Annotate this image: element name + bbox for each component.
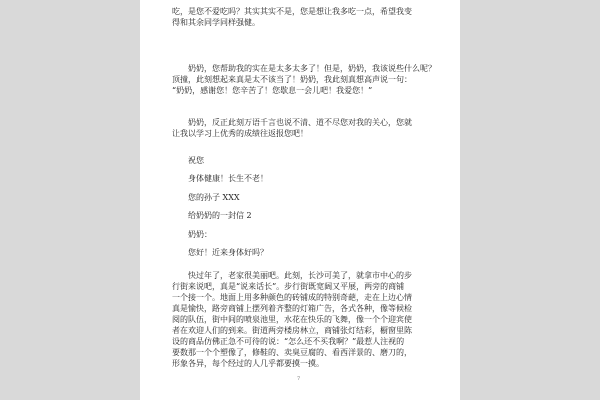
closing-signature — [188, 192, 454, 203]
closing-wish — [188, 173, 454, 184]
paragraph-4-line-6: 者在欢迎人们的到来。街道两旁楼房林立，商铺张灯结彩，橱窗里陈 — [172, 326, 412, 335]
second-letter-opening — [188, 247, 454, 258]
second-letter-title — [188, 210, 454, 221]
paragraph-1-line-2: 得和其余同学同样强健。 — [172, 18, 260, 27]
paragraph-4-line-8: 要数那一个个塑像了，修鞋的、卖臭豆腐的、看西洋景的、磨刀的， — [172, 348, 412, 357]
salutation-text: 祝您 — [188, 156, 204, 165]
wish-text: 身体健康！长生不老！ — [188, 174, 268, 183]
paragraph-4-line-7: 设的商品仿佛正急不可待的说：“怎么还不买我啊？”最惹人注视的 — [172, 337, 405, 346]
closing-salutation — [188, 155, 454, 166]
document-page — [140, 0, 460, 400]
paragraph-4-line-4: 真是愉快，路旁商铺上摆列着齐整的灯箱广告，各式各种，像等候检 — [172, 304, 412, 313]
paragraph-4-line-5: 阅的队伍，街中间的喷泉池里，水花在快乐的飞舞，像一个个迎宾使 — [172, 315, 412, 324]
paragraph-1-line-1: 吃，是您不爱吃吗？其实其实不是，您是想让我多吃一点，希望我变 — [172, 7, 412, 16]
paragraph-2-line-2: 顶撞，此刻想起来真是太不该当了！奶奶，我此刻真想高声说一句： — [172, 75, 412, 84]
paragraph-1 — [172, 6, 438, 28]
paragraph-4-line-2: 行街来说吧，真是“说来话长”。步行街既宽阔又平展，两旁的商铺 — [172, 282, 405, 291]
greeting-text: 奶奶： — [188, 230, 212, 239]
paragraph-4-line-1: 快过年了，老家很美丽吧。此刻，长沙可美了，就拿市中心的步 — [188, 271, 412, 280]
opening-text: 您好！近来身体好吗？ — [188, 248, 268, 257]
paragraph-2-line-1: 奶奶，您帮助我的实在是太多太多了！但是，奶奶，我该说些什么呢？ — [188, 64, 436, 73]
paragraph-2 — [172, 63, 438, 96]
signature-text: 您的孙子 XXX — [188, 193, 240, 202]
paragraph-2-line-3: “奶奶，感谢您！您辛苦了！您歇息一会儿吧！我爱您！” — [172, 86, 373, 95]
paragraph-3-line-2: 让我以学习上优秀的成绩往返报您吧！ — [172, 129, 308, 138]
letter-title-text: 给奶奶的一封信 2 — [188, 211, 252, 220]
paragraph-4 — [172, 270, 438, 369]
paragraph-3 — [172, 117, 438, 139]
paragraph-4-line-9: 形象各异，每个经过的人几乎都要摸一摸。 — [172, 359, 324, 368]
second-letter-greeting — [188, 229, 454, 240]
paragraph-4-line-3: 一个接一个。地面上用多种颜色的砖铺成的特别奇葩，走在上边心情 — [172, 293, 412, 302]
paragraph-3-line-1: 奶奶，反正此刻万语千言也说不清、道不尽您对我的关心，您就 — [188, 118, 412, 127]
page-number: 7 — [297, 376, 301, 382]
